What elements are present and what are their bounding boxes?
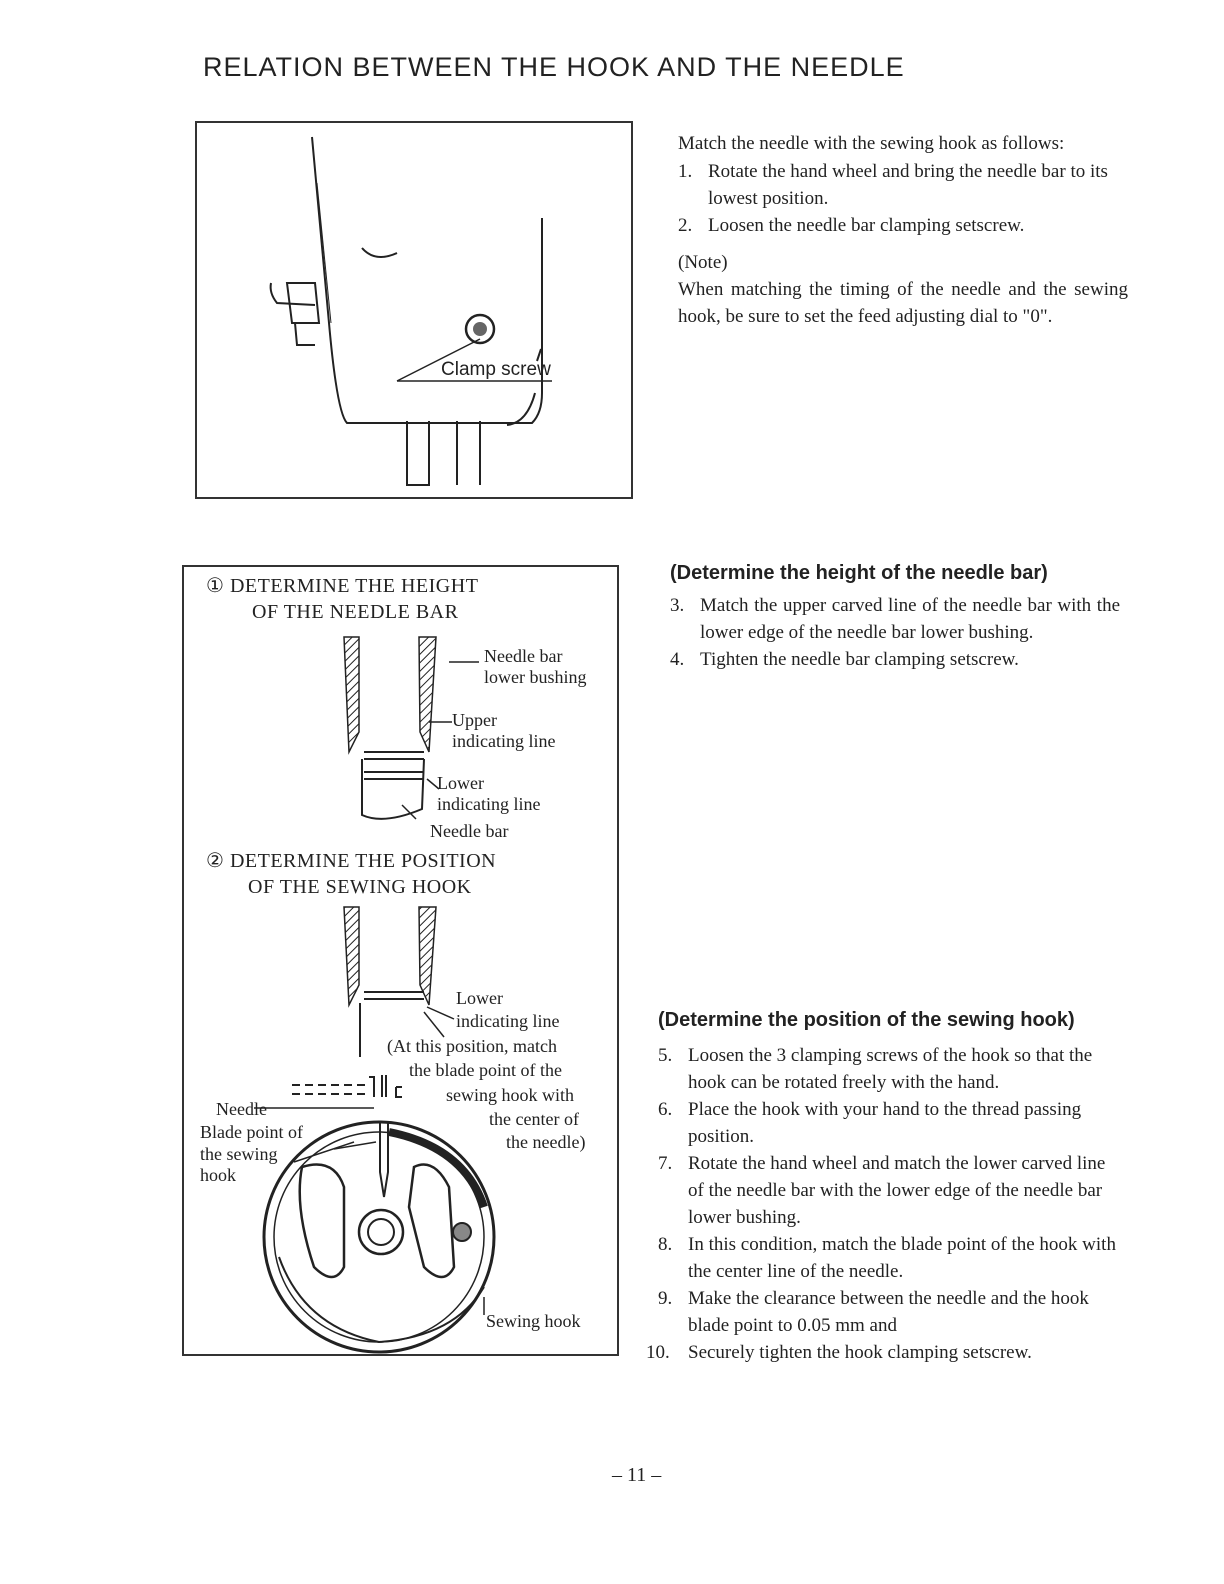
- section-heading-position: (Determine the position of the sewing hook): [658, 1009, 1075, 1031]
- label-sewing-hook: Sewing hook: [486, 1311, 581, 1331]
- label-blade-line3: hook: [200, 1165, 236, 1185]
- height-steps: [670, 592, 1120, 673]
- page-number: – 11 –: [612, 1464, 662, 1486]
- page-title: RELATION BETWEEN THE HOOK AND THE NEEDLE: [203, 52, 905, 82]
- label-lower-line1: Lower: [437, 773, 484, 793]
- list-item: 3. Match the upper carved line of the needle bar with the lower edge of the needle bar lower bushing.: [670, 595, 1120, 643]
- clamp-screw-icon: [466, 315, 494, 343]
- list-item: 1. Rotate the hand wheel and bring the needle bar to its lowest position.: [678, 161, 1108, 209]
- label-match-line4: the center of: [489, 1109, 579, 1129]
- label-blade-line1: Blade point of: [200, 1122, 303, 1142]
- list-item: 7. Rotate the hand wheel and match the lower carved line of the needle bar with the lower edge of the needle bar lower bushing.: [658, 1153, 1106, 1228]
- position-steps: [646, 1042, 1116, 1366]
- intro-lead: Match the needle with the sewing hook as follows:: [678, 133, 1065, 154]
- step-heading-1-line2: OF THE NEEDLE BAR: [252, 601, 459, 623]
- intro-text: [678, 130, 1128, 330]
- list-item: 4. Tighten the needle bar clamping setscrew.: [670, 649, 1019, 670]
- label-upper-line1: Upper: [452, 710, 497, 730]
- circled-number-2: ②: [206, 850, 225, 872]
- note-label: (Note): [678, 252, 728, 273]
- label-needle-bar: Needle bar: [430, 821, 509, 841]
- label-upper-line2: indicating line: [452, 731, 556, 751]
- list-item: 10. Securely tighten the hook clamping setscrew.: [646, 1342, 1032, 1363]
- label-bushing-line1: Needle bar: [484, 646, 563, 666]
- step-heading-1: ① DETERMINE THE HEIGHT: [206, 575, 479, 597]
- intro-steps: [678, 158, 1128, 239]
- list-item: 8. In this condition, match the blade point of the hook with the center line of the needle.: [658, 1234, 1116, 1282]
- section-sewing-hook-position: [646, 1007, 1116, 1366]
- list-item: 6. Place the hook with your hand to the thread passing position.: [658, 1099, 1082, 1147]
- section-needle-bar-height: [670, 560, 1120, 673]
- label-lower2-line2: indicating line: [456, 1011, 560, 1031]
- figure-needle-hook: [182, 565, 619, 1356]
- clamp-screw-label: Clamp screw: [441, 359, 551, 380]
- machine-head-drawing: [197, 123, 631, 497]
- note-text: When matching the timing of the needle and the sewing hook, be sure to set the feed adjusting dial to "0".: [678, 279, 1128, 327]
- figure-clamp-screw: [195, 121, 633, 499]
- label-lower-line2: indicating line: [437, 794, 541, 814]
- label-bushing-line2: lower bushing: [484, 667, 587, 687]
- step-heading-2-line2: OF THE SEWING HOOK: [248, 876, 472, 898]
- label-lower2-line1: Lower: [456, 988, 503, 1008]
- label-match-line5: the needle): [506, 1132, 586, 1152]
- circled-number-1: ①: [206, 575, 225, 597]
- list-item: 5. Loosen the 3 clamping screws of the hook so that the hook can be rotated freely with the hand.: [658, 1045, 1093, 1093]
- list-item: 9. Make the clearance between the needle and the hook blade point to 0.05 mm and: [658, 1288, 1089, 1336]
- label-blade-line2: the sewing: [200, 1144, 278, 1164]
- section-heading-height: (Determine the height of the needle bar): [670, 562, 1048, 584]
- label-needle: Needle: [216, 1099, 267, 1119]
- step-heading-2: ② DETERMINE THE POSITION: [206, 850, 497, 872]
- label-match-line1: (At this position, match: [387, 1036, 557, 1056]
- label-match-line3: sewing hook with: [446, 1085, 574, 1105]
- list-item: 2. Loosen the needle bar clamping setscrew.: [678, 215, 1025, 236]
- label-match-line2: the blade point of the: [409, 1060, 562, 1080]
